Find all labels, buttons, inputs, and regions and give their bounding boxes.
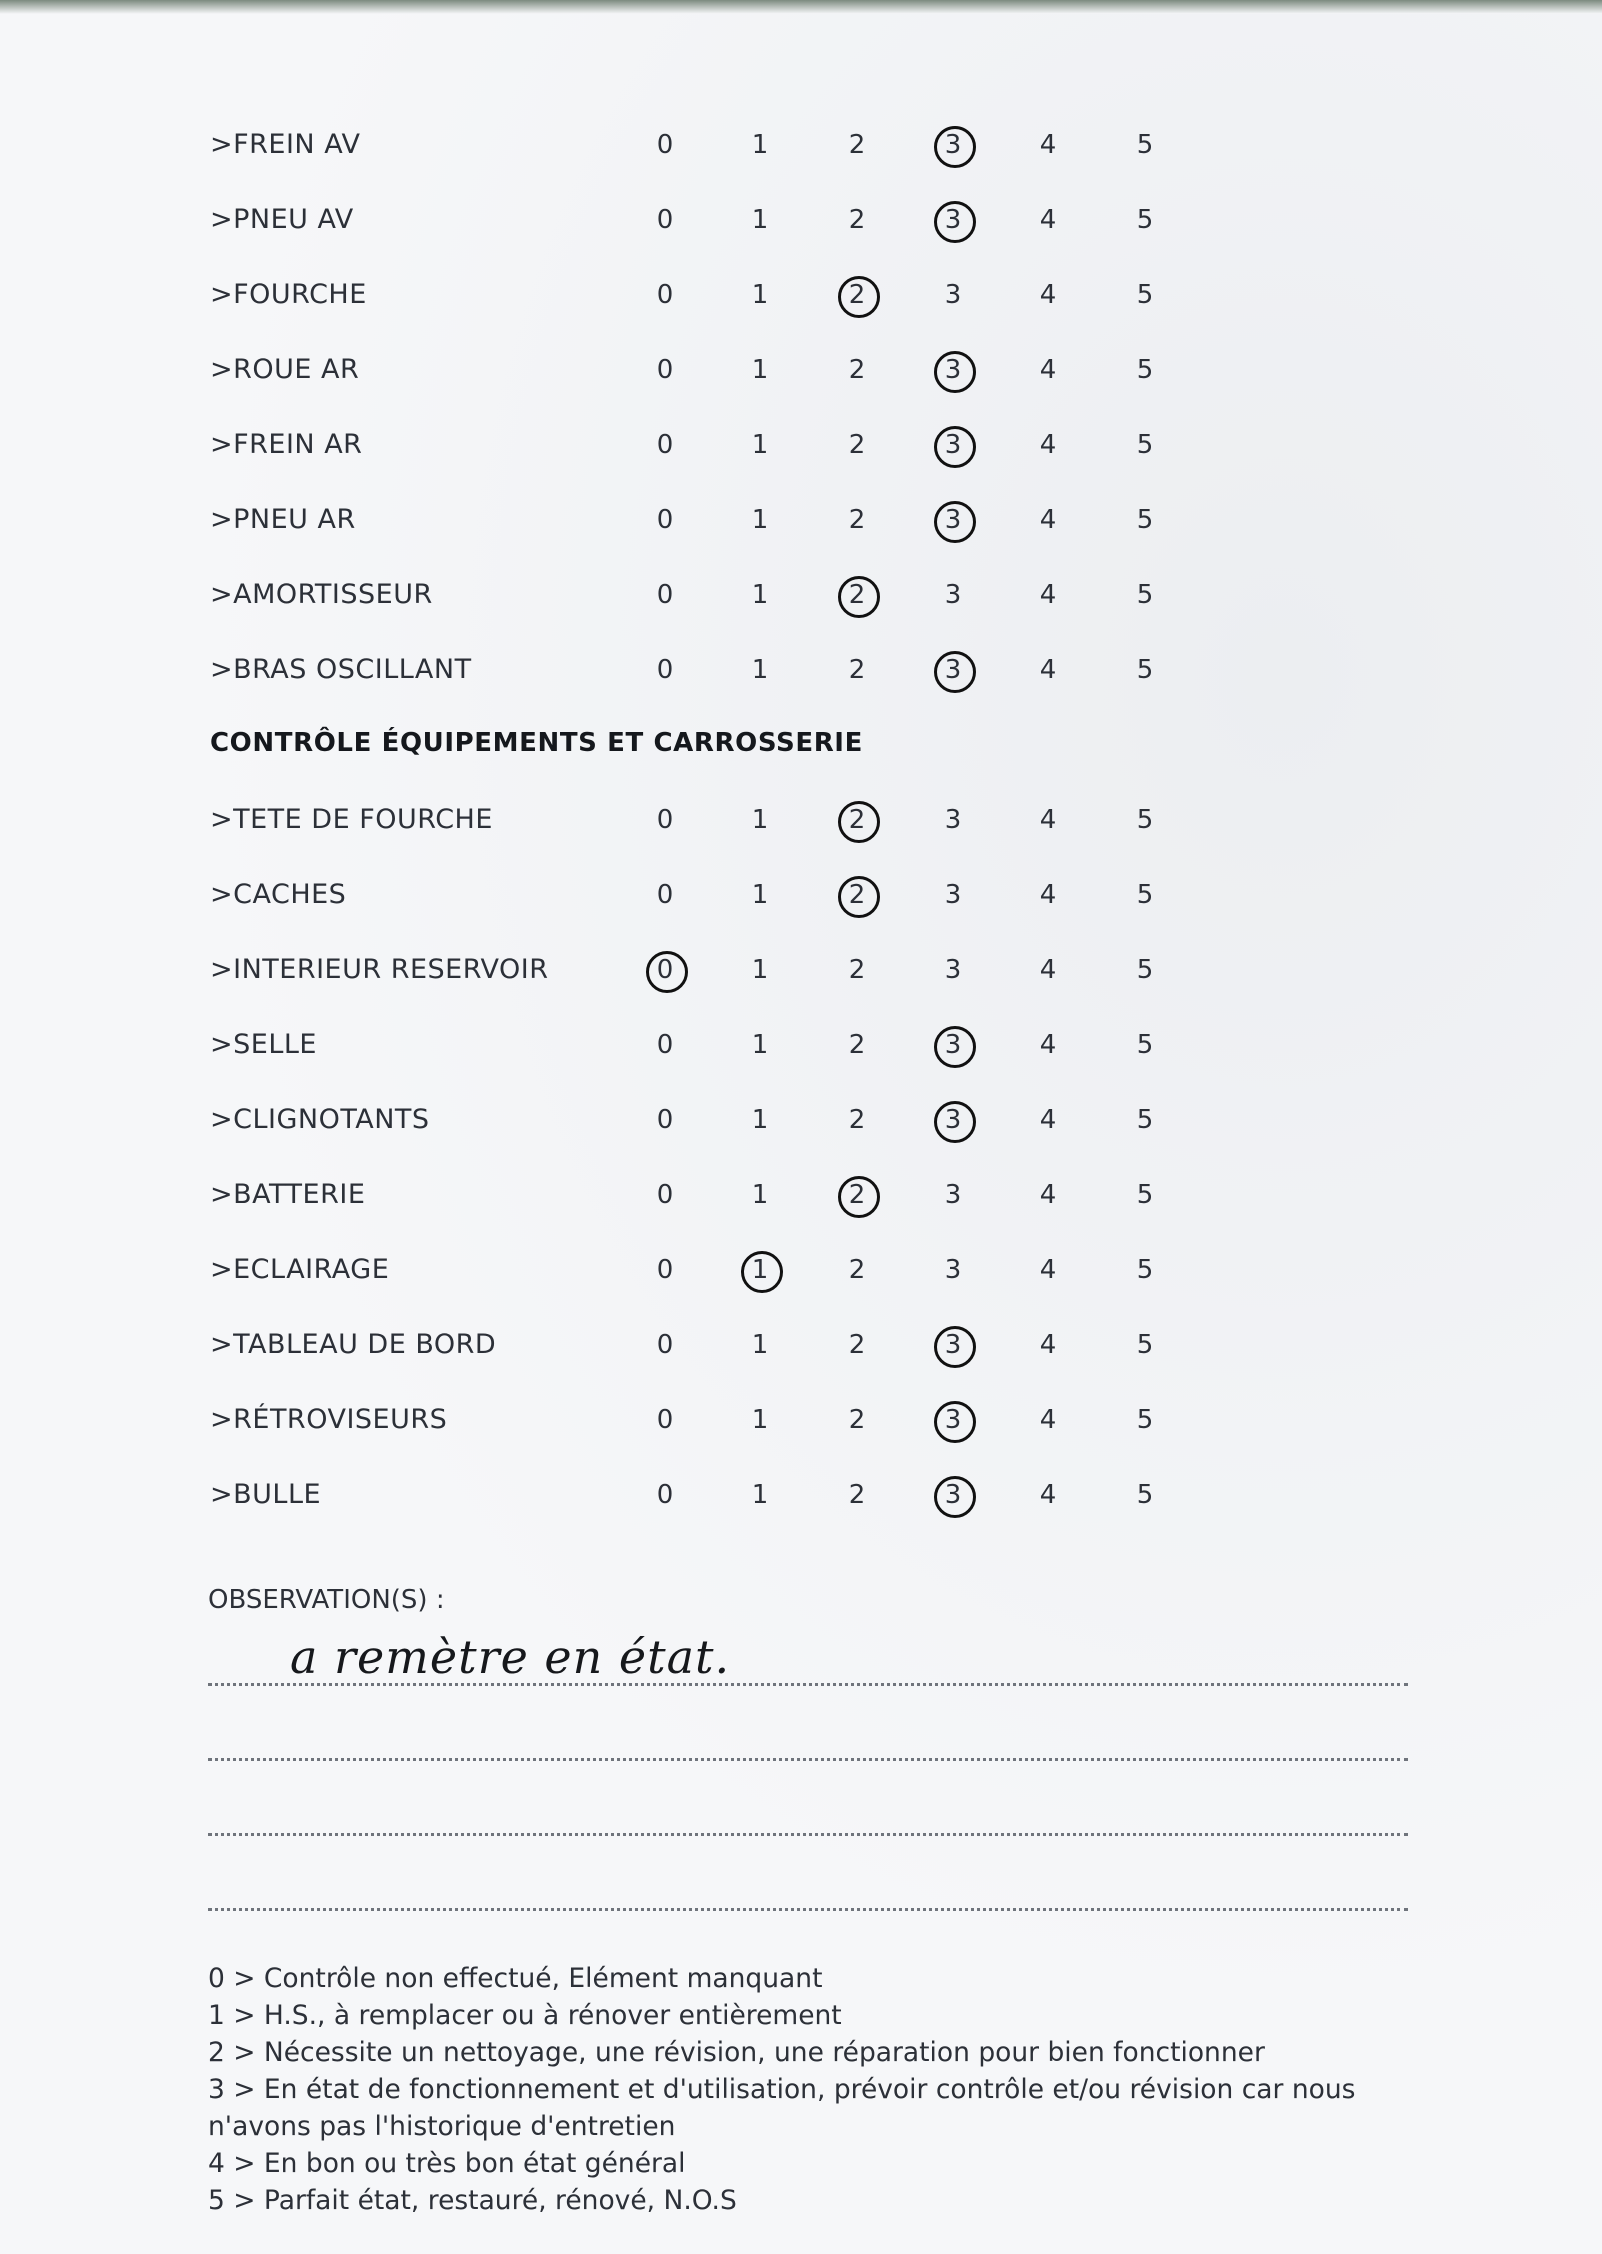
rating-score-option[interactable]: 3: [944, 1180, 962, 1210]
rating-score-option[interactable]: 5: [1136, 130, 1154, 160]
rating-score-selected[interactable]: 3: [933, 195, 973, 245]
rating-score-selected[interactable]: 2: [837, 795, 877, 845]
rating-score-option[interactable]: 1: [751, 1480, 769, 1510]
rating-row: [210, 1170, 1410, 1220]
rating-score-option[interactable]: 4: [1039, 580, 1057, 610]
rating-score-option[interactable]: 2: [848, 505, 866, 535]
rating-score-option[interactable]: 0: [656, 205, 674, 235]
rating-score-selected[interactable]: 3: [933, 1095, 973, 1145]
rating-row-label: >BULLE: [210, 1479, 322, 1510]
rating-row: [210, 795, 1410, 845]
rating-score-selected[interactable]: 3: [933, 645, 973, 695]
rating-score-option[interactable]: 0: [656, 1105, 674, 1135]
legend-line: 5 > Parfait état, restauré, rénové, N.O.S: [208, 2185, 737, 2216]
rating-row-label: >TABLEAU DE BORD: [210, 1329, 497, 1360]
rating-score-option[interactable]: 5: [1136, 1180, 1154, 1210]
rating-row: [210, 1395, 1410, 1445]
rating-row-label: >CLIGNOTANTS: [210, 1104, 430, 1135]
rating-score-option[interactable]: 2: [848, 205, 866, 235]
rating-score-selected[interactable]: 2: [837, 1170, 877, 1220]
legend-line: 2 > Nécessite un nettoyage, une révision, une réparation pour bien fonctionner: [208, 2037, 1265, 2068]
rating-score-selected[interactable]: 0: [645, 945, 685, 995]
rating-row: [210, 945, 1410, 995]
rating-row: [210, 870, 1410, 920]
rating-score-selected[interactable]: 3: [933, 420, 973, 470]
rating-score-option[interactable]: 0: [656, 655, 674, 685]
rating-score-option[interactable]: 2: [848, 355, 866, 385]
rating-score-selected[interactable]: 3: [933, 1395, 973, 1445]
rating-row: [210, 1470, 1410, 1520]
rating-score-option[interactable]: 2: [848, 1330, 866, 1360]
rating-score-option[interactable]: 1: [751, 205, 769, 235]
rating-score-option[interactable]: 5: [1136, 805, 1154, 835]
rating-score-option[interactable]: 0: [656, 1030, 674, 1060]
rating-score-option[interactable]: 0: [656, 880, 674, 910]
rating-score-option[interactable]: 1: [751, 580, 769, 610]
rating-row: [210, 420, 1410, 470]
rating-row: [210, 1320, 1410, 1370]
rating-score-option[interactable]: 4: [1039, 1255, 1057, 1285]
rating-row: [210, 120, 1410, 170]
rating-score-option[interactable]: 2: [848, 955, 866, 985]
rating-score-option[interactable]: 5: [1136, 280, 1154, 310]
rating-row: [210, 570, 1410, 620]
rating-row-label: >ECLAIRAGE: [210, 1254, 390, 1285]
rating-score-option[interactable]: 4: [1039, 355, 1057, 385]
rating-row-label: >BATTERIE: [210, 1179, 366, 1210]
rating-score-option[interactable]: 0: [656, 130, 674, 160]
observation-line[interactable]: [208, 1833, 1408, 1836]
rating-score-option[interactable]: 1: [751, 355, 769, 385]
rating-row-label: >FREIN AV: [210, 129, 361, 160]
rating-row-label: >INTERIEUR RESERVOIR: [210, 954, 549, 985]
observation-line[interactable]: [208, 1758, 1408, 1761]
rating-row: [210, 1095, 1410, 1145]
rating-row-label: >FREIN AR: [210, 429, 363, 460]
rating-score-option[interactable]: 4: [1039, 1180, 1057, 1210]
rating-score-option[interactable]: 4: [1039, 655, 1057, 685]
rating-row: [210, 495, 1410, 545]
rating-score-option[interactable]: 5: [1136, 955, 1154, 985]
legend-line: 1 > H.S., à remplacer ou à rénover entièrement: [208, 2000, 842, 2031]
rating-score-option[interactable]: 1: [751, 130, 769, 160]
rating-score-option[interactable]: 0: [656, 1180, 674, 1210]
rating-row: [210, 345, 1410, 395]
rating-score-option[interactable]: 5: [1136, 655, 1154, 685]
rating-score-option[interactable]: 4: [1039, 1330, 1057, 1360]
rating-score-option[interactable]: 5: [1136, 1480, 1154, 1510]
rating-score-option[interactable]: 4: [1039, 1480, 1057, 1510]
rating-score-option[interactable]: 2: [848, 1255, 866, 1285]
rating-score-option[interactable]: 4: [1039, 805, 1057, 835]
observation-handwritten-note: a remètre en état.: [290, 1630, 731, 1684]
rating-row: [210, 195, 1410, 245]
rating-score-option[interactable]: 1: [751, 655, 769, 685]
rating-score-option[interactable]: 2: [848, 430, 866, 460]
rating-row-label: >AMORTISSEUR: [210, 579, 433, 610]
rating-score-option[interactable]: 4: [1039, 430, 1057, 460]
rating-score-option[interactable]: 1: [751, 1405, 769, 1435]
rating-score-option[interactable]: 0: [656, 1405, 674, 1435]
observations-title: OBSERVATION(S) :: [208, 1585, 445, 1615]
rating-score-selected[interactable]: 1: [740, 1245, 780, 1295]
section-title-equipment: CONTRÔLE ÉQUIPEMENTS ET CARROSSERIE: [210, 728, 863, 758]
rating-row: [210, 270, 1410, 320]
rating-score-option[interactable]: 1: [751, 1105, 769, 1135]
rating-score-option[interactable]: 0: [656, 805, 674, 835]
rating-score-option[interactable]: 1: [751, 1030, 769, 1060]
rating-score-option[interactable]: 1: [751, 1180, 769, 1210]
rating-score-selected[interactable]: 3: [933, 1020, 973, 1070]
rating-score-option[interactable]: 2: [848, 130, 866, 160]
rating-score-option[interactable]: 0: [656, 280, 674, 310]
legend-line: 3 > En état de fonctionnement et d'utilisation, prévoir contrôle et/ou révision car nous: [208, 2074, 1356, 2105]
legend-line: 4 > En bon ou très bon état général: [208, 2148, 686, 2179]
rating-score-option[interactable]: 5: [1136, 880, 1154, 910]
rating-row-label: >BRAS OSCILLANT: [210, 654, 472, 685]
rating-score-option[interactable]: 3: [944, 1255, 962, 1285]
rating-score-option[interactable]: 4: [1039, 880, 1057, 910]
rating-row: [210, 1245, 1410, 1295]
rating-score-option[interactable]: 4: [1039, 205, 1057, 235]
rating-row-label: >ROUE AR: [210, 354, 360, 385]
rating-score-option[interactable]: 0: [656, 355, 674, 385]
rating-score-selected[interactable]: 3: [933, 120, 973, 170]
rating-score-option[interactable]: 2: [848, 1105, 866, 1135]
rating-row: [210, 1020, 1410, 1070]
legend-line: n'avons pas l'historique d'entretien: [208, 2111, 676, 2142]
rating-score-option[interactable]: 1: [751, 430, 769, 460]
rating-score-option[interactable]: 2: [848, 655, 866, 685]
rating-score-option[interactable]: 2: [848, 1030, 866, 1060]
rating-score-option[interactable]: 1: [751, 505, 769, 535]
rating-score-option[interactable]: 2: [848, 1480, 866, 1510]
rating-score-option[interactable]: 0: [656, 1480, 674, 1510]
rating-score-option[interactable]: 0: [656, 430, 674, 460]
observation-line[interactable]: [208, 1908, 1408, 1911]
rating-score-option[interactable]: 1: [751, 1330, 769, 1360]
rating-score-option[interactable]: 3: [944, 880, 962, 910]
rating-score-option[interactable]: 1: [751, 805, 769, 835]
observation-line[interactable]: [208, 1683, 1408, 1686]
rating-row-label: >SELLE: [210, 1029, 317, 1060]
rating-score-option[interactable]: 5: [1136, 1105, 1154, 1135]
rating-score-option[interactable]: 3: [944, 280, 962, 310]
rating-score-selected[interactable]: 3: [933, 1320, 973, 1370]
rating-score-option[interactable]: 1: [751, 880, 769, 910]
rating-score-selected[interactable]: 3: [933, 345, 973, 395]
rating-score-option[interactable]: 0: [656, 505, 674, 535]
rating-score-option[interactable]: 5: [1136, 430, 1154, 460]
rating-row: [210, 645, 1410, 695]
rating-score-selected[interactable]: 3: [933, 495, 973, 545]
rating-score-option[interactable]: 4: [1039, 130, 1057, 160]
rating-row-label: >CACHES: [210, 879, 347, 910]
rating-score-option[interactable]: 5: [1136, 580, 1154, 610]
rating-score-option[interactable]: 1: [751, 280, 769, 310]
rating-score-option[interactable]: 4: [1039, 955, 1057, 985]
rating-score-option[interactable]: 4: [1039, 280, 1057, 310]
rating-row-label: >RÉTROVISEURS: [210, 1404, 448, 1435]
rating-score-selected[interactable]: 2: [837, 870, 877, 920]
rating-row-label: >FOURCHE: [210, 279, 367, 310]
rating-score-option[interactable]: 5: [1136, 1255, 1154, 1285]
rating-score-selected[interactable]: 3: [933, 1470, 973, 1520]
rating-score-option[interactable]: 0: [656, 580, 674, 610]
rating-score-selected[interactable]: 2: [837, 570, 877, 620]
rating-score-option[interactable]: 5: [1136, 1405, 1154, 1435]
rating-score-option[interactable]: 5: [1136, 505, 1154, 535]
rating-score-option[interactable]: 3: [944, 580, 962, 610]
rating-score-option[interactable]: 0: [656, 1255, 674, 1285]
rating-score-selected[interactable]: 2: [837, 270, 877, 320]
rating-legend: [208, 1960, 1408, 2219]
rating-row-label: >PNEU AR: [210, 504, 356, 535]
rating-score-option[interactable]: 4: [1039, 1405, 1057, 1435]
rating-score-option[interactable]: 3: [944, 805, 962, 835]
photo-top-edge: [0, 0, 1602, 14]
rating-score-option[interactable]: 0: [656, 1330, 674, 1360]
rating-score-option[interactable]: 3: [944, 955, 962, 985]
rating-score-option[interactable]: 4: [1039, 1105, 1057, 1135]
rating-score-option[interactable]: 1: [751, 955, 769, 985]
legend-line: 0 > Contrôle non effectué, Elément manquant: [208, 1963, 823, 1994]
rating-score-option[interactable]: 4: [1039, 1030, 1057, 1060]
rating-score-option[interactable]: 4: [1039, 505, 1057, 535]
rating-score-option[interactable]: 5: [1136, 355, 1154, 385]
rating-score-option[interactable]: 5: [1136, 1030, 1154, 1060]
rating-row-label: >PNEU AV: [210, 204, 354, 235]
rating-score-option[interactable]: 5: [1136, 205, 1154, 235]
rating-row-label: >TETE DE FOURCHE: [210, 804, 493, 835]
rating-score-option[interactable]: 2: [848, 1405, 866, 1435]
rating-score-option[interactable]: 5: [1136, 1330, 1154, 1360]
